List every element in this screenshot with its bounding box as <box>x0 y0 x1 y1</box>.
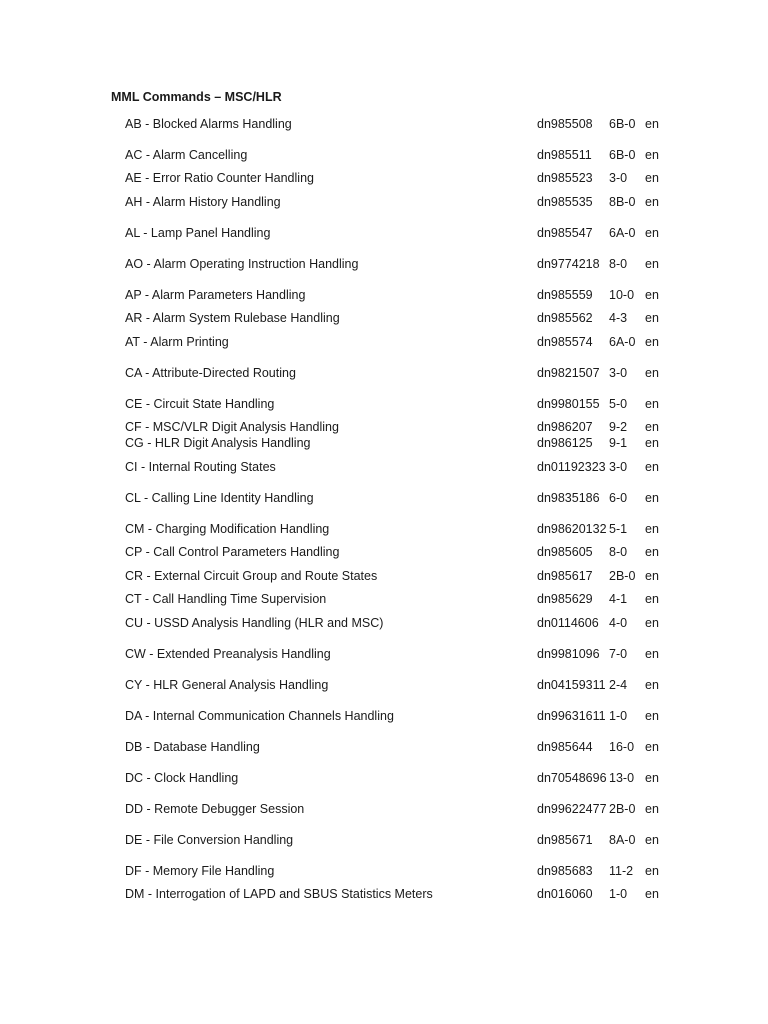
table-row <box>122 420 675 436</box>
version-cell: 9-2 <box>609 420 628 435</box>
document-number-cell: dn985617 <box>537 568 593 583</box>
command-table-body <box>122 109 675 903</box>
table-row <box>122 436 675 452</box>
language-cell: en <box>645 459 659 474</box>
table-row <box>122 639 675 670</box>
version-cell: 8A-0 <box>609 832 636 847</box>
table-row <box>122 280 675 311</box>
document-number-cell: dn9980155 <box>537 396 600 411</box>
language-cell: en <box>645 194 659 209</box>
version-cell: 8B-0 <box>609 194 636 209</box>
document-number-cell: dn9821507 <box>537 365 600 380</box>
language-cell: en <box>645 171 659 186</box>
version-cell: 3-0 <box>609 171 628 186</box>
table-row <box>122 592 675 608</box>
language-cell: en <box>645 615 659 630</box>
table-row <box>122 763 675 794</box>
document-number-cell: dn0114606 <box>537 615 599 630</box>
table-row <box>122 825 675 856</box>
language-cell: en <box>645 490 659 505</box>
language-cell: en <box>645 225 659 240</box>
language-cell: en <box>645 420 659 435</box>
command-name-cell: DM - Interrogation of LAPD and SBUS Statistics Meters <box>125 887 433 902</box>
document-number-cell: dn99631611 <box>537 708 606 723</box>
document-number-cell: dn985511 <box>537 147 592 162</box>
version-cell: 6B-0 <box>609 116 636 131</box>
document-number-cell: dn985605 <box>537 545 593 560</box>
document-number-cell: dn9835186 <box>537 490 600 505</box>
document-number-cell: dn985629 <box>537 592 593 607</box>
table-row <box>122 140 675 171</box>
version-cell: 5-0 <box>609 396 628 411</box>
command-name-cell: CA - Attribute-Directed Routing <box>125 365 296 380</box>
language-cell: en <box>645 365 659 380</box>
document-number-cell: dn985683 <box>537 863 593 878</box>
command-name-cell: CW - Extended Preanalysis Handling <box>125 646 331 661</box>
language-cell: en <box>645 832 659 847</box>
version-cell: 1-0 <box>609 708 628 723</box>
language-cell: en <box>645 334 659 349</box>
language-cell: en <box>645 256 659 271</box>
document-number-cell: dn986125 <box>537 436 593 451</box>
version-cell: 1-0 <box>609 887 628 902</box>
table-row <box>122 109 675 140</box>
version-cell: 2-4 <box>609 677 628 692</box>
command-name-cell: AL - Lamp Panel Handling <box>125 225 271 240</box>
language-cell: en <box>645 521 659 536</box>
version-cell: 9-1 <box>609 436 628 451</box>
command-table <box>122 109 675 903</box>
document-number-cell: dn016060 <box>537 887 593 902</box>
command-name-cell: CU - USSD Analysis Handling (HLR and MSC) <box>125 615 384 630</box>
language-cell: en <box>645 677 659 692</box>
table-row <box>122 608 675 639</box>
command-name-cell: CM - Charging Modification Handling <box>125 521 330 536</box>
document-number-cell: dn986207 <box>537 420 593 435</box>
language-cell: en <box>645 116 659 131</box>
document-number-cell: dn70548696 <box>537 770 607 785</box>
command-name-cell: AH - Alarm History Handling <box>125 194 281 209</box>
command-name-cell: AE - Error Ratio Counter Handling <box>125 171 314 186</box>
table-row <box>122 794 675 825</box>
language-cell: en <box>645 887 659 902</box>
table-row <box>122 327 675 358</box>
language-cell: en <box>645 545 659 560</box>
version-cell: 2B-0 <box>609 801 636 816</box>
version-cell: 4-0 <box>609 615 628 630</box>
table-row <box>122 311 675 327</box>
version-cell: 5-1 <box>609 521 628 536</box>
language-cell: en <box>645 436 659 451</box>
page-title: MML Commands – MSC/HLR <box>111 90 282 104</box>
table-row <box>122 701 675 732</box>
version-cell: 7-0 <box>609 646 628 661</box>
table-row <box>122 452 675 483</box>
command-name-cell: CI - Internal Routing States <box>125 459 276 474</box>
command-name-cell: AP - Alarm Parameters Handling <box>125 287 306 302</box>
document-number-cell: dn985671 <box>537 832 593 847</box>
command-name-cell: CF - MSC/VLR Digit Analysis Handling <box>125 420 339 435</box>
command-name-cell: AT - Alarm Printing <box>125 334 229 349</box>
language-cell: en <box>645 646 659 661</box>
table-row <box>122 732 675 763</box>
command-name-cell: DD - Remote Debugger Session <box>125 801 305 816</box>
language-cell: en <box>645 708 659 723</box>
table-row <box>122 218 675 249</box>
document-number-cell: dn985547 <box>537 225 593 240</box>
table-row <box>122 561 675 592</box>
language-cell: en <box>645 568 659 583</box>
command-name-cell: DC - Clock Handling <box>125 770 239 785</box>
language-cell: en <box>645 863 659 878</box>
table-row <box>122 483 675 514</box>
language-cell: en <box>645 287 659 302</box>
document-number-cell: dn985574 <box>537 334 593 349</box>
version-cell: 2B-0 <box>609 568 636 583</box>
table-row <box>122 171 675 187</box>
language-cell: en <box>645 396 659 411</box>
document-number-cell: dn985535 <box>537 194 593 209</box>
version-cell: 11-2 <box>609 863 634 878</box>
command-name-cell: CL - Calling Line Identity Handling <box>125 490 314 505</box>
command-name-cell: CG - HLR Digit Analysis Handling <box>125 436 311 451</box>
command-name-cell: CP - Call Control Parameters Handling <box>125 545 340 560</box>
version-cell: 10-0 <box>609 287 635 302</box>
version-cell: 4-3 <box>609 311 628 326</box>
table-row <box>122 389 675 420</box>
version-cell: 3-0 <box>609 459 628 474</box>
language-cell: en <box>645 147 659 162</box>
version-cell: 4-1 <box>609 592 628 607</box>
version-cell: 8-0 <box>609 256 628 271</box>
document-number-cell: dn985644 <box>537 739 593 754</box>
version-cell: 16-0 <box>609 739 635 754</box>
document-number-cell: dn99622477 <box>537 801 607 816</box>
table-row <box>122 358 675 389</box>
document-number-cell: dn04159311 <box>537 677 606 692</box>
version-cell: 6A-0 <box>609 225 636 240</box>
command-name-cell: DB - Database Handling <box>125 739 260 754</box>
version-cell: 6B-0 <box>609 147 636 162</box>
command-name-cell: AO - Alarm Operating Instruction Handling <box>125 256 359 271</box>
command-name-cell: CR - External Circuit Group and Route States <box>125 568 378 583</box>
document-number-cell: dn985523 <box>537 171 593 186</box>
command-name-cell: AB - Blocked Alarms Handling <box>125 116 292 131</box>
document-number-cell: dn01192323 <box>537 459 606 474</box>
version-cell: 6-0 <box>609 490 628 505</box>
command-name-cell: AR - Alarm System Rulebase Handling <box>125 311 340 326</box>
document-number-cell: dn9774218 <box>537 256 600 271</box>
version-cell: 8-0 <box>609 545 628 560</box>
document-number-cell: dn985559 <box>537 287 593 302</box>
document-number-cell: dn98620132 <box>537 521 607 536</box>
language-cell: en <box>645 770 659 785</box>
language-cell: en <box>645 739 659 754</box>
command-name-cell: DF - Memory File Handling <box>125 863 275 878</box>
table-row <box>122 856 675 887</box>
language-cell: en <box>645 311 659 326</box>
command-name-cell: AC - Alarm Cancelling <box>125 147 248 162</box>
table-row <box>122 187 675 218</box>
command-name-cell: CE - Circuit State Handling <box>125 396 275 411</box>
table-row <box>122 514 675 545</box>
version-cell: 6A-0 <box>609 334 636 349</box>
language-cell: en <box>645 801 659 816</box>
command-name-cell: CY - HLR General Analysis Handling <box>125 677 329 692</box>
table-row <box>122 545 675 561</box>
version-cell: 3-0 <box>609 365 628 380</box>
table-row <box>122 670 675 701</box>
document-number-cell: dn9981096 <box>537 646 600 661</box>
command-name-cell: DE - File Conversion Handling <box>125 832 294 847</box>
command-name-cell: DA - Internal Communication Channels Handling <box>125 708 394 723</box>
table-row <box>122 887 675 903</box>
table-row <box>122 249 675 280</box>
language-cell: en <box>645 592 659 607</box>
document-number-cell: dn985508 <box>537 116 593 131</box>
document-number-cell: dn985562 <box>537 311 593 326</box>
command-name-cell: CT - Call Handling Time Supervision <box>125 592 327 607</box>
version-cell: 13-0 <box>609 770 635 785</box>
